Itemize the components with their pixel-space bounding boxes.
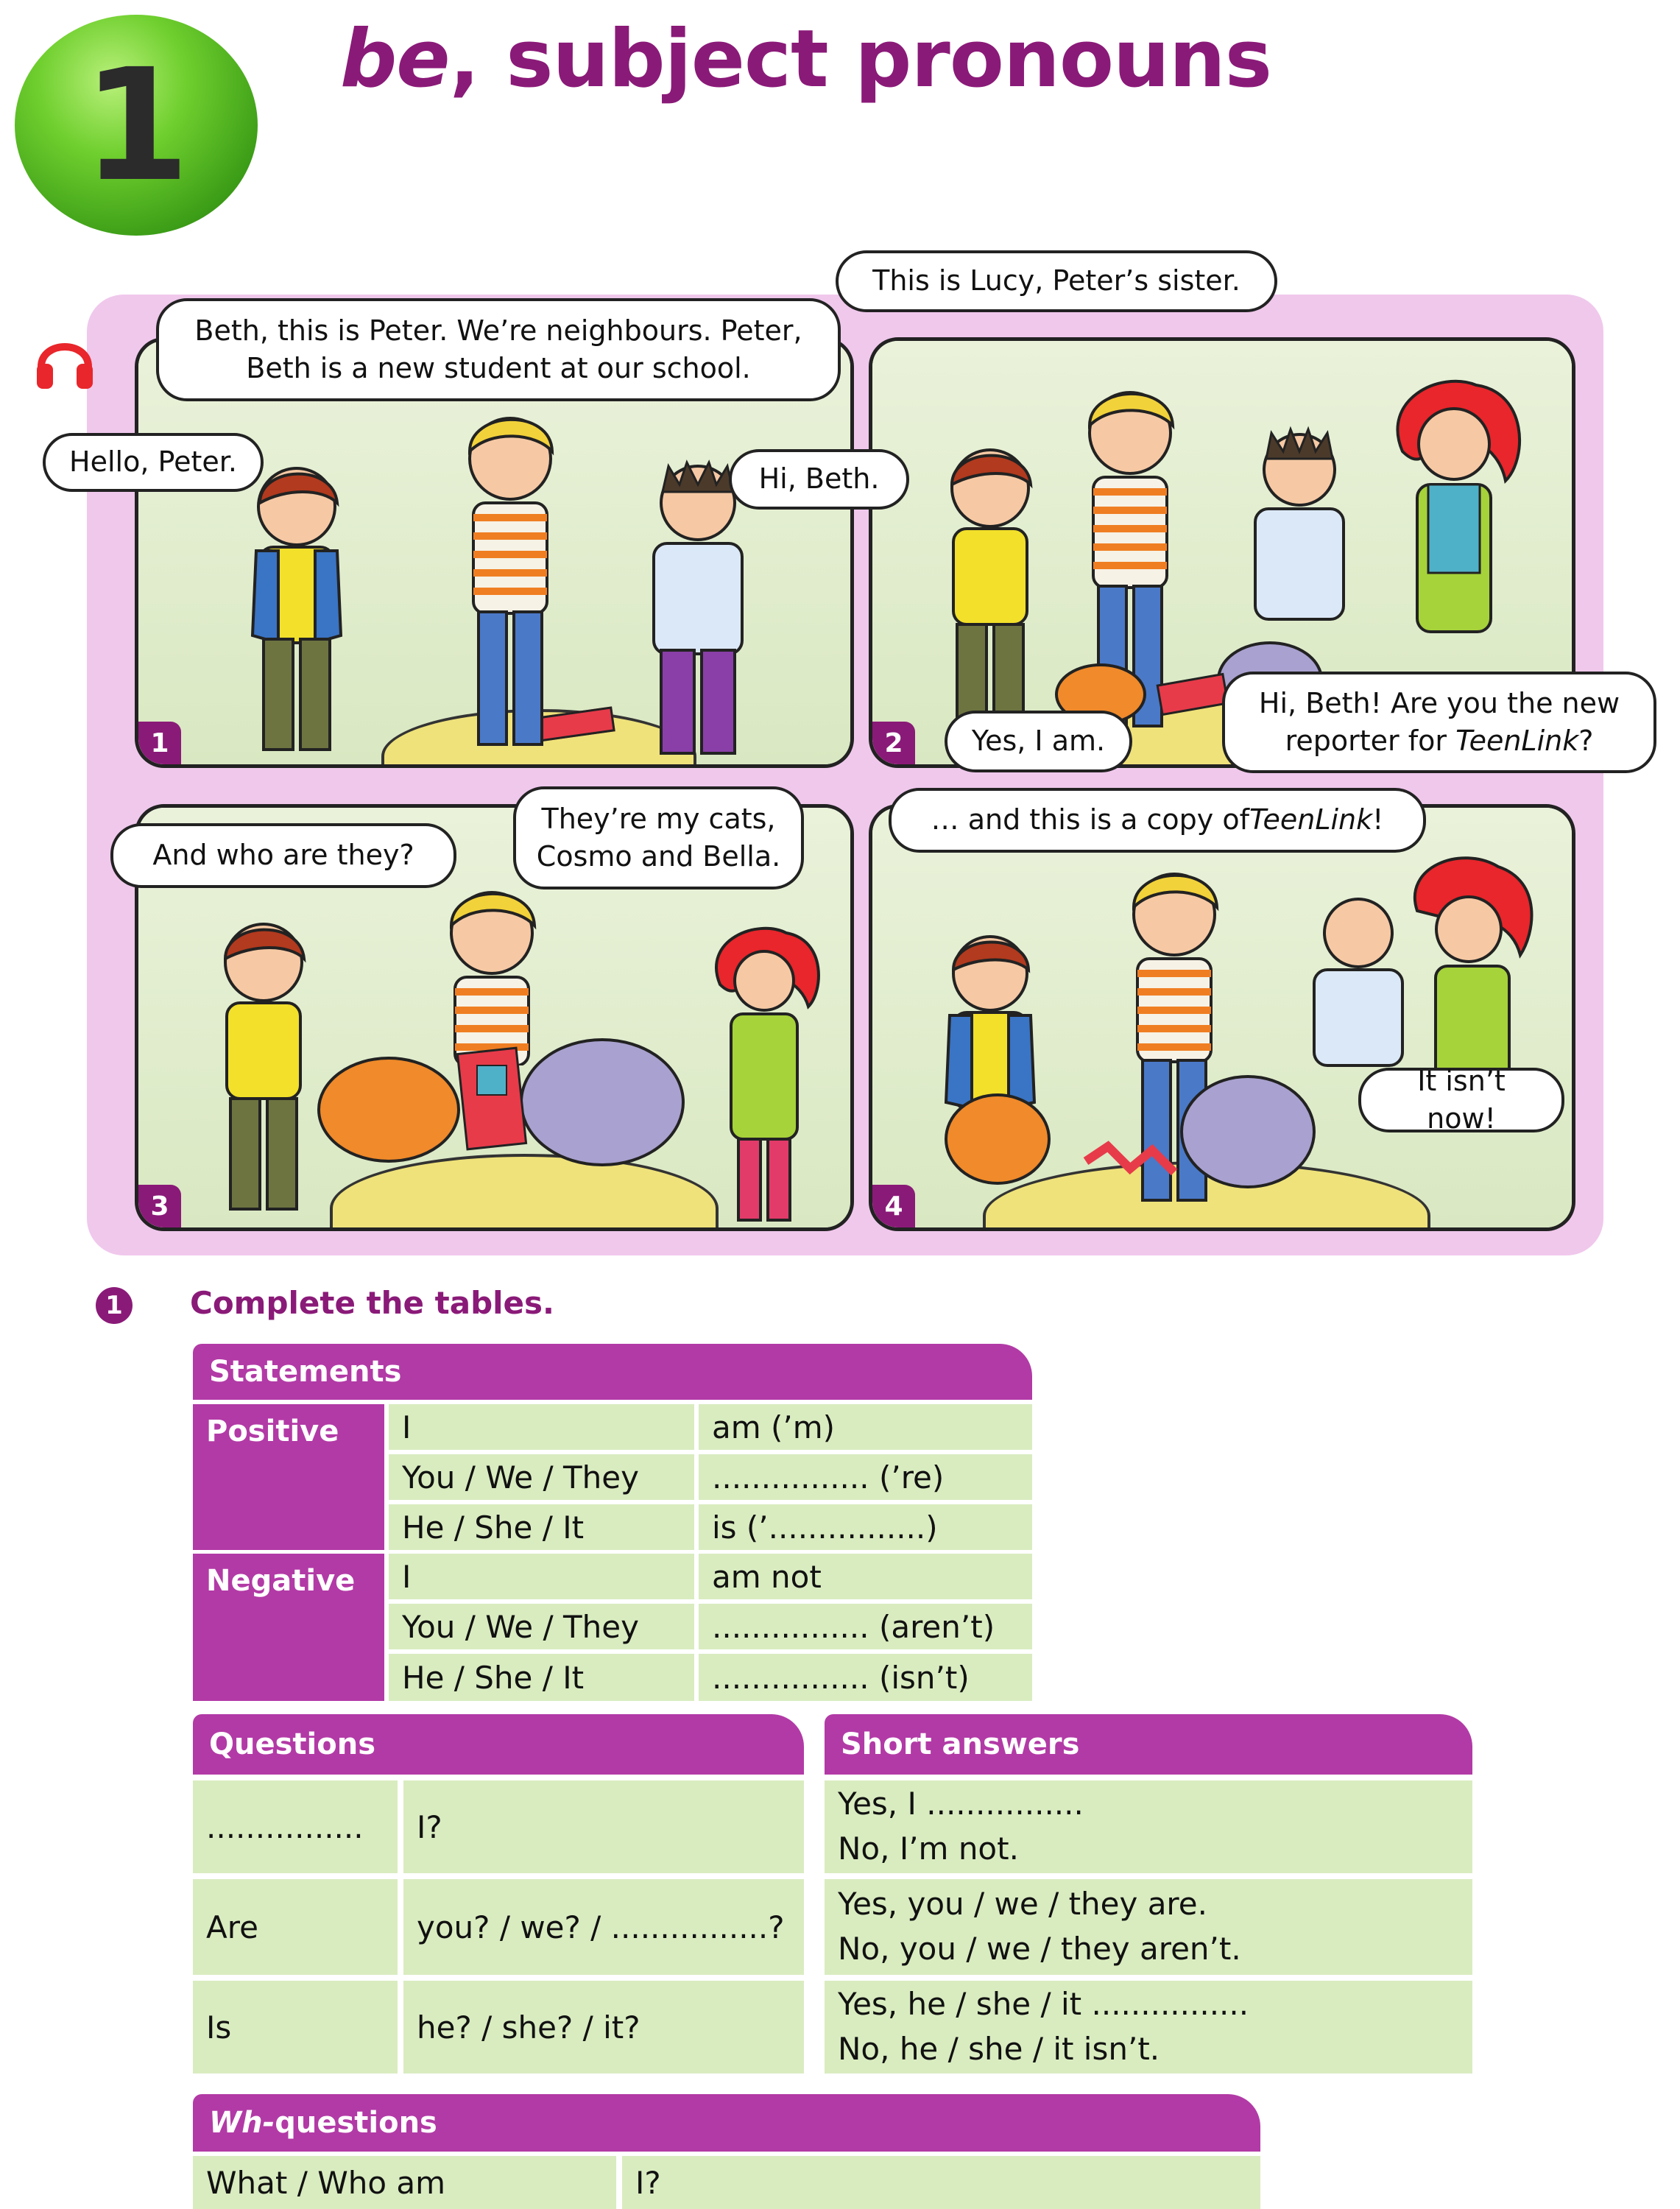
statement-subject: I (389, 1554, 694, 1599)
bubble-text: reporter for (1285, 725, 1456, 757)
short-answer-row (825, 1879, 1472, 1975)
short-answer-yes: Yes, I ................ (838, 1786, 1084, 1822)
cats-fighting (308, 1007, 691, 1183)
speech-bubble-hello-peter: Hello, Peter. (43, 433, 264, 492)
speech-bubble-new-reporter (1222, 672, 1656, 773)
questions-header: Questions (193, 1714, 804, 1775)
statement-verb: is (’................) (699, 1504, 1032, 1550)
comic-panel-1 (135, 337, 854, 768)
bubble-line-2 (1285, 722, 1594, 760)
short-answer-no: No, I’m not. (838, 1831, 1019, 1867)
panel-number: 3 (138, 1185, 181, 1227)
short-answer-yes: Yes, you / we / they are. (838, 1886, 1207, 1923)
cats-figure (939, 1051, 1321, 1198)
speech-bubble-yes-i-am: Yes, I am. (945, 711, 1132, 772)
question-verb: Is (193, 1981, 398, 2074)
statements-header: Statements (193, 1344, 1032, 1400)
panel-number: 2 (872, 722, 915, 764)
speech-bubble-my-cats: They’re my cats, Cosmo and Bella. (513, 786, 804, 889)
short-answer-row (825, 1780, 1472, 1873)
title-italic: be (340, 13, 450, 105)
exercise-instruction: Complete the tables. (190, 1285, 554, 1321)
statement-verb: am (’m) (699, 1404, 1032, 1450)
statement-subject: He / She / It (389, 1654, 694, 1701)
title-rest: , subject pronouns (449, 13, 1272, 105)
statement-verb: am not (699, 1554, 1032, 1599)
panel-number: 4 (872, 1185, 915, 1227)
unit-number: 1 (82, 35, 191, 216)
question-subject: he? / she? / it? (403, 1981, 804, 2074)
bubble-text: ! (1372, 803, 1384, 836)
statement-verb: ................ (’re) (699, 1454, 1032, 1500)
statement-subject: You / We / They (389, 1604, 694, 1649)
short-answers-header: Short answers (825, 1714, 1472, 1775)
wh-header-italic: Wh- (209, 2106, 275, 2140)
beth-figure (917, 429, 1064, 753)
statement-subject: You / We / They (389, 1454, 694, 1500)
lucy-figure (698, 918, 830, 1227)
short-answer-no: No, he / she / it isn’t. (838, 2031, 1160, 2067)
short-answer-row (825, 1981, 1472, 2074)
beth-figure (219, 451, 374, 761)
speech-bubble-copy-of-teenlink (889, 788, 1426, 853)
speech-bubble-this-is-lucy: This is Lucy, Peter’s sister. (836, 250, 1277, 312)
short-answer-yes: Yes, he / she / it ................ (838, 1986, 1249, 2023)
panel-number: 1 (138, 722, 181, 764)
peter-figure (433, 400, 587, 753)
question-verb: Are (193, 1879, 398, 1975)
speech-bubble-hi-beth: Hi, Beth. (729, 449, 909, 510)
wh-question-word: What / Who am (193, 2156, 616, 2209)
statement-verb: ................ (isn’t) (699, 1654, 1032, 1701)
bubble-text: … and this is a copy of (931, 803, 1249, 836)
speech-bubble-who-are-they: And who are they? (110, 823, 456, 888)
wh-questions-header (193, 2094, 1260, 2152)
magazine-title: TeenLink (1455, 725, 1579, 757)
comic-panel-4 (869, 804, 1575, 1231)
magazine-title: TeenLink (1249, 803, 1373, 836)
question-subject: I? (403, 1780, 804, 1873)
exercise-number: 1 (96, 1287, 133, 1324)
wh-header-rest: questions (275, 2106, 437, 2140)
question-verb: ................ (193, 1780, 398, 1873)
wh-question-subject: I? (622, 2156, 1260, 2209)
speech-bubble-neighbours: Beth, this is Peter. We’re neighbours. Peter, Beth is a new student at our school. (156, 298, 841, 401)
bubble-text: ? (1578, 725, 1594, 757)
short-answer-no: No, you / we / they aren’t. (838, 1931, 1241, 1967)
page-title (340, 13, 1271, 105)
speech-bubble-it-isnt-now: It isn’t now! (1358, 1068, 1564, 1132)
statement-verb: ................ (aren’t) (699, 1604, 1032, 1649)
statement-subject: He / She / It (389, 1504, 694, 1550)
negative-label: Negative (193, 1554, 384, 1701)
bubble-line-1: Hi, Beth! Are you the new (1258, 686, 1620, 719)
question-subject: you? / we? / ................? (403, 1879, 804, 1975)
statement-subject: I (389, 1404, 694, 1450)
positive-label: Positive (193, 1404, 384, 1550)
headphones-icon[interactable] (31, 325, 99, 393)
